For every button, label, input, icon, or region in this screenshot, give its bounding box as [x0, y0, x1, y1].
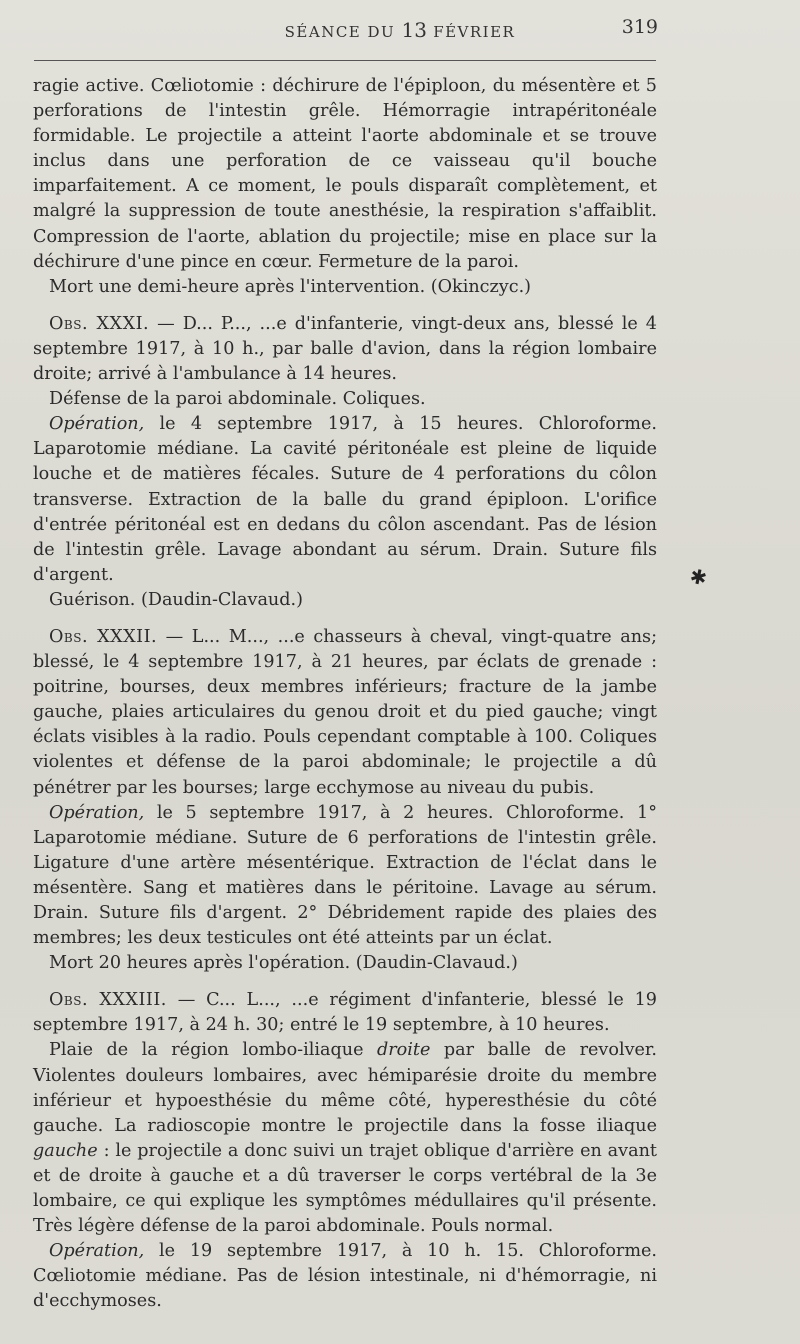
- running-head: [0, 18, 800, 42]
- observation-32-intro-text: — L... M..., ...e chasseurs à cheval, vingt-quatre ans; blessé, le 4 septembre 1917, à 21 heures, par éclats de grenade : poitrine, bourses, deux membres inférieurs; fracture de la jambe gauche, plaies articulaires du genou droit et du pied gauche; vingt éclats visibles à la radio. Pouls cependant comptable à 100. Coliques violentes et défense de la paroi abdominale; le projectile a dû pénétrer par les bourses; large ecchymose au niveau du pubis.: [33, 626, 658, 798]
- observation-33-findings: [33, 1038, 657, 1239]
- observation-32-operation: [33, 801, 657, 952]
- header-rule: [34, 60, 656, 61]
- observation-33-label: Obs. XXXIII.: [49, 990, 167, 1011]
- observation-31-intro-text: — D... P..., ...e d'infanterie, vingt-deux ans, blessé le 4 septembre 1917, à 10 h., par balle d'avion, dans la région lombaire droite; arrivé à l'ambulance à 14 heures.: [33, 313, 658, 385]
- page-number: 319: [621, 16, 658, 38]
- observation-31-outcome: Guérison. (Daudin-Clavaud.): [49, 589, 303, 610]
- observation-32-operation-label: Opération,: [49, 802, 145, 823]
- observation-33-findings-part-1: Plaie de la région lombo-iliaque: [49, 1040, 364, 1061]
- observation-31-findings: Défense de la paroi abdominale. Coliques.: [49, 389, 426, 410]
- running-head-day: 13: [401, 18, 427, 42]
- observation-31-intro: [33, 312, 657, 387]
- observation-33-findings-part-3: : le projectile a donc suivi un trajet oblique d'arrière en avant et de droite à gauche et a dû traverser le corps vertébral de la 3e lombaire, ce qui explique les symptômes médullaires qu'il présente. Très légère défense de la paroi abdominale. Pouls normal.: [33, 1140, 658, 1237]
- observation-32-operation-text: le 5 septembre 1917, à 2 heures. Chloroforme. 1° Laparotomie médiane. Suture de 6 perforations de l'intestin grêle. Ligature d'une artère mésentérique. Extraction de l'éclat dans le mésentère. Sang et matières dans le péritoine. Lavage au sérum. Drain. Suture fils d'argent. 2° Débridement rapide des plaies des membres; les deux testicules ont été atteints par un éclat.: [33, 802, 658, 949]
- margin-mark-icon: ✱: [687, 563, 710, 591]
- observation-32-outcome: Mort 20 heures après l'opération. (Daudin-Clavaud.): [49, 953, 518, 974]
- observation-33-operation: [33, 1239, 657, 1314]
- observation-33-intro: [33, 988, 657, 1038]
- observation-33-findings-emphasis-2: gauche: [33, 1140, 98, 1161]
- observation-32-intro: [33, 625, 657, 801]
- observation-33-operation-text: le 19 septembre 1917, à 10 h. 15. Chloroforme. Cœliotomie médiane. Pas de lésion intestinale, ni d'hémorragie, ni d'ecchymoses.: [33, 1241, 658, 1312]
- observation-31-operation-text: le 4 septembre 1917, à 15 heures. Chloroforme. Laparotomie médiane. La cavité péritonéale est pleine de liquide louche et de matières fécales. Suture de 4 perforations du côlon transverse. Extraction de la balle du grand épiploon. L'orifice d'entrée péritonéal est en dedans du côlon ascendant. Pas de lésion de l'intestin grêle. Lavage abondant au sérum. Drain. Suture fils d'argent.: [33, 414, 657, 585]
- running-head-month: FÉVRIER: [433, 23, 516, 41]
- observation-33-intro-text: — C... L..., ...e régiment d'infanterie, blessé le 19 septembre 1917, à 24 h. 30; entré le 19 septembre, à 10 heures.: [33, 990, 658, 1036]
- observation-31-operation: [33, 412, 657, 588]
- running-head-prefix: SÉANCE DU: [284, 23, 396, 41]
- observation-32-label: Obs. XXXII.: [49, 626, 158, 647]
- observation-31-operation-label: Opération,: [49, 414, 145, 435]
- observation-33-operation-label: Opération,: [49, 1241, 145, 1262]
- observation-33-findings-part-2: par balle de revolver. Violentes douleurs lombaires, avec hémiparésie droite du membre inférieur et hypoesthésie du même côté, hyperesthésie du côté gauche. La radioscopie montre le projectile dans la fosse iliaque: [33, 1040, 658, 1136]
- observation-31-label: Obs. XXXI.: [49, 313, 150, 334]
- page-header: [0, 16, 800, 46]
- paragraph-intro: ragie active. Cœliotomie : déchirure de l'épiploon, du mésentère et 5 perforations de l'intestin grêle. Hémorragie intrapéritonéale formidable. Le projectile a atteint l'aorte abdominale et se trouve inclus dans une perforation de ce vaisseau qu'il bouche imparfaitement. A ce moment, le pouls disparaît complètement, et malgré la suppression de toute anesthésie, la respiration s'affaiblit. Compression de l'aorte, ablation du projectile; mise en place sur la déchirure d'une pince en cœur. Fermeture de la paroi.: [33, 76, 657, 272]
- page-body: [33, 74, 657, 1315]
- observation-33-findings-emphasis-1: droite: [376, 1040, 431, 1061]
- paragraph-intro-outcome: Mort une demi-heure après l'intervention. (Okinczyc.): [49, 276, 532, 297]
